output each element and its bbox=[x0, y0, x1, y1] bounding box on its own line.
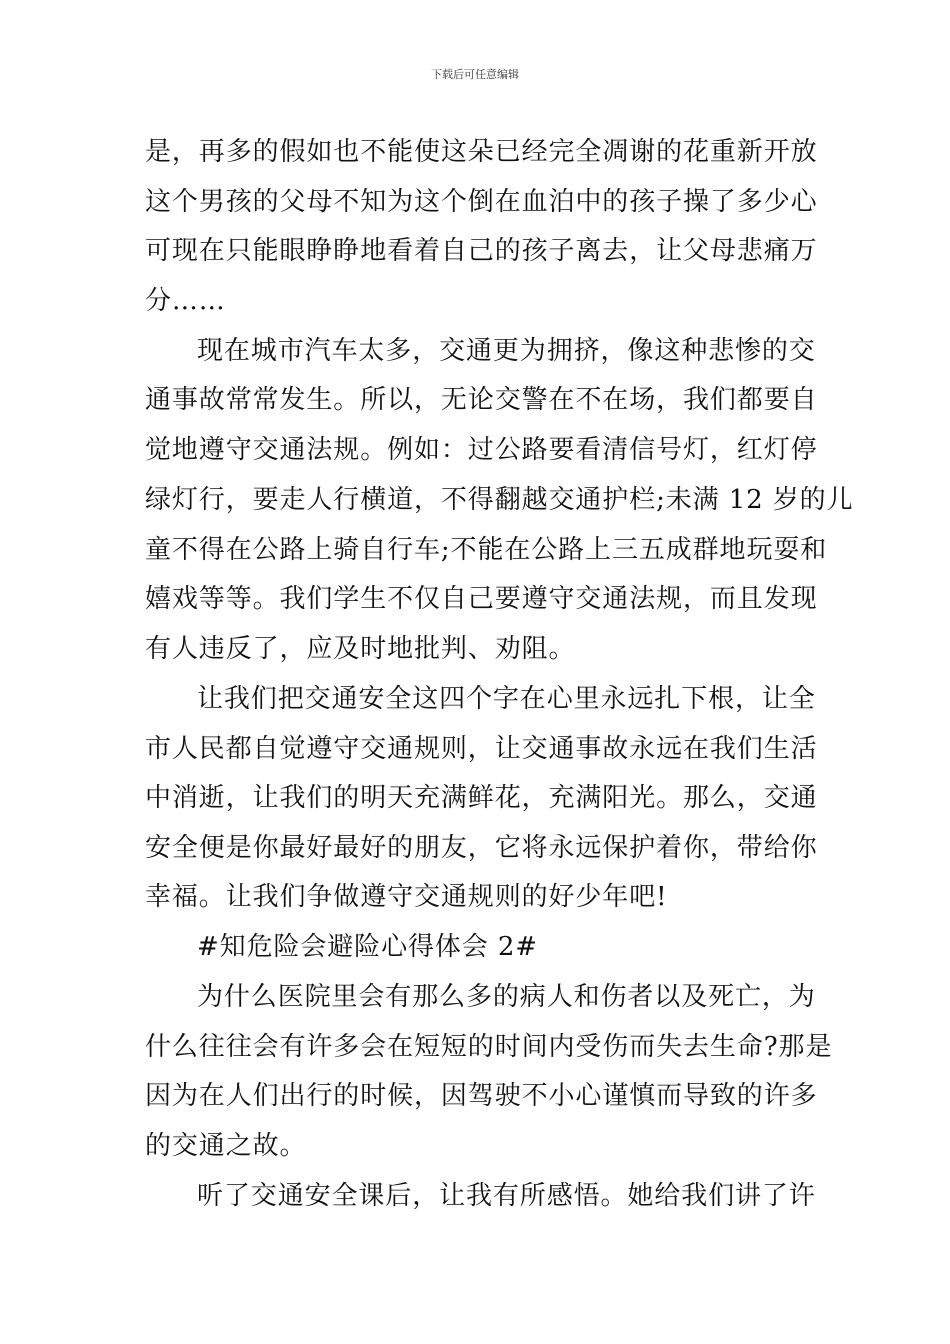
text-line: 幸福。让我们争做遵守交通规则的好少年吧! bbox=[145, 882, 668, 912]
paragraph-first-line: 为什么医院里会有那么多的病人和伤者以及死亡，为 bbox=[197, 982, 816, 1012]
text-line: 有人违反了，应及时地批判、劝阻。 bbox=[145, 634, 576, 664]
text-line: 可现在只能眼睁睁地看着自己的孩子离去，让父母悲痛万 bbox=[145, 236, 818, 266]
paragraph-first-line: 听了交通安全课后，让我有所感悟。她给我们讲了许 bbox=[197, 1181, 816, 1211]
text-line: 这个男孩的父母不知为这个倒在血泊中的孩子操了多少心 bbox=[145, 187, 818, 217]
paragraph-first-line: 现在城市汽车太多，交通更为拥挤，像这种悲惨的交 bbox=[197, 336, 816, 366]
text-line: 的交通之故。 bbox=[145, 1131, 307, 1161]
text-line: 因为在人们出行的时候，因驾驶不小心谨慎而导致的许多 bbox=[145, 1081, 818, 1111]
text-line: 分…… bbox=[145, 286, 226, 316]
section-heading: #知危险会避险心得体会 2# bbox=[197, 932, 538, 962]
text-line: 市人民都自觉遵守交通规则，让交通事故永远在我们生活 bbox=[145, 734, 818, 764]
paragraph-first-line: 让我们把交通安全这四个字在心里永远扎下根，让全 bbox=[197, 684, 816, 714]
text-line: 嬉戏等等。我们学生不仅自己要遵守交通法规，而且发现 bbox=[145, 584, 818, 614]
page-header: 下载后可任意编辑 bbox=[431, 68, 519, 81]
text-line: 通事故常常发生。所以，无论交警在不在场，我们都要自 bbox=[145, 385, 818, 415]
text-line: 童不得在公路上骑自行车;不能在公路上三五成群地玩耍和 bbox=[145, 535, 828, 565]
text-line: 觉地遵守交通法规。例如：过公路要看清信号灯，红灯停 bbox=[145, 435, 818, 465]
text-line: 是，再多的假如也不能使这朵已经完全凋谢的花重新开放 bbox=[145, 137, 818, 167]
text-line: 中消逝，让我们的明天充满鲜花，充满阳光。那么，交通 bbox=[145, 783, 818, 813]
text-line: 安全便是你最好最好的朋友，它将永远保护着你，带给你 bbox=[145, 833, 818, 863]
text-line: 什么往往会有许多会在短短的时间内受伤而失去生命?那是 bbox=[145, 1032, 833, 1062]
text-line: 绿灯行，要走人行横道，不得翻越交通护栏;未满 12 岁的儿 bbox=[145, 485, 854, 515]
